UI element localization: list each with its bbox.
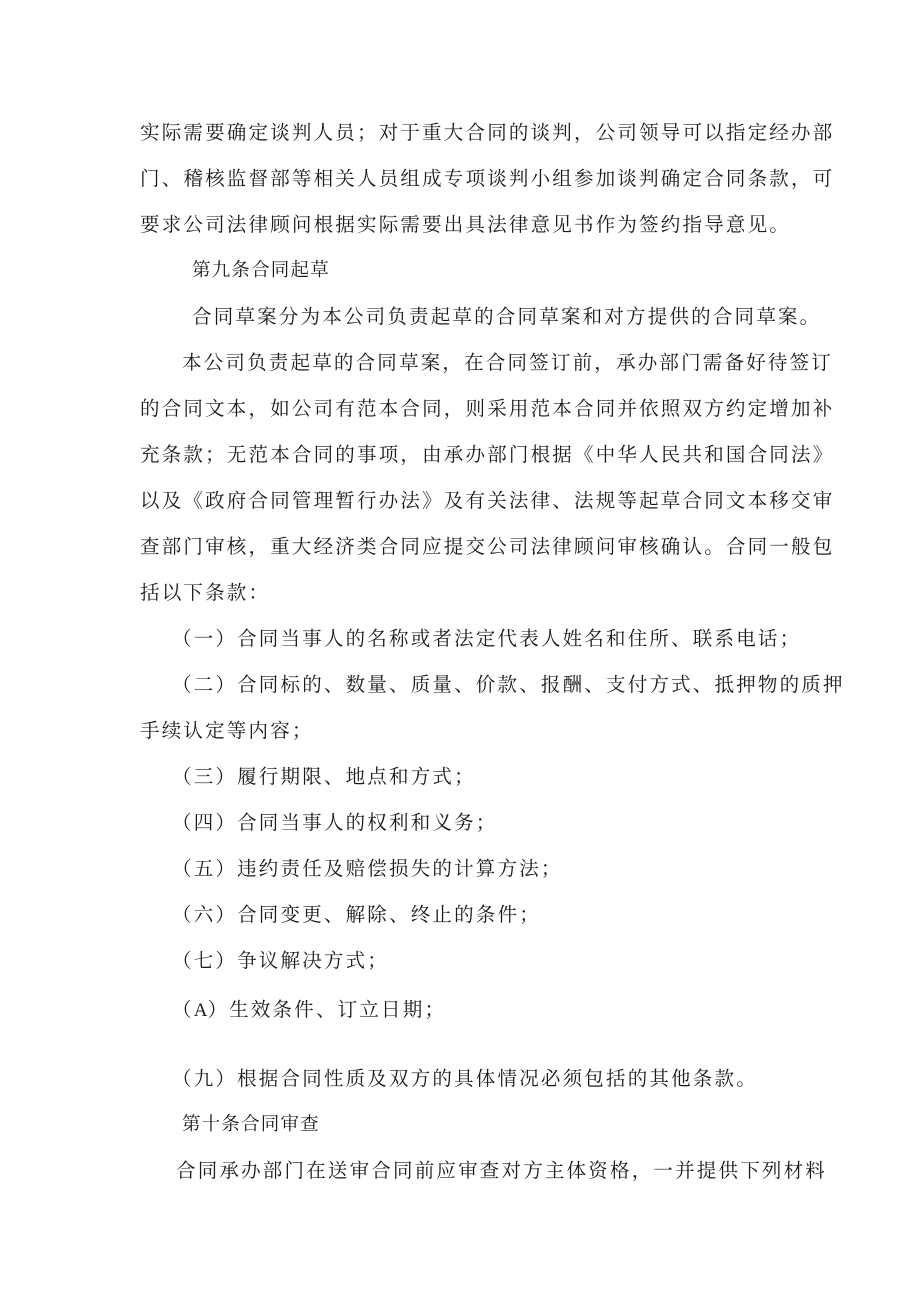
paragraph-line: 的合同文本，如公司有范本合同，则采用范本合同并依照双方约定增加补 [140, 397, 835, 420]
list-item: （一）合同当事人的名称或者法定代表人姓名和住所、联系电话； [172, 627, 802, 650]
paren-open: （ [172, 998, 194, 1021]
list-item-text: ）生效条件、订立日期； [207, 998, 447, 1021]
item-letter: A [193, 1000, 208, 1021]
paragraph-line: 合同承办部门在送审合同前应审查对方主体资格，一并提供下列材料 [176, 1159, 828, 1182]
list-item [172, 997, 832, 1024]
article-10-heading: 第十条合同审查 [182, 1114, 320, 1135]
paragraph-line: 充条款；无范本合同的事项，由承办部门根据《中华人民共和国合同法》 [140, 443, 835, 466]
list-item: （五）违约责任及赔偿损失的计算方法； [172, 857, 563, 880]
paragraph-line: 实际需要确定谈判人员；对于重大合同的谈判，公司领导可以指定经办部 [140, 121, 835, 144]
paragraph-line: 括以下条款： [140, 581, 271, 604]
list-item: （九）根据合同性质及双方的具体情况必须包括的其他条款。 [172, 1067, 758, 1090]
list-item: （四）合同当事人的权利和义务； [172, 811, 498, 834]
list-item-continuation: 手续认定等内容； [140, 719, 314, 742]
article-9-heading: 第九条合同起草 [192, 260, 330, 281]
paragraph-line: 本公司负责起草的合同草案，在合同签订前，承办部门需备好待签订 [182, 351, 834, 374]
paragraph-line: 以及《政府合同管理暂行办法》及有关法律、法规等起草合同文本移交审 [140, 489, 835, 512]
paragraph-line: 查部门审核，重大经济类合同应提交公司法律顾问审核确认。合同一般包 [140, 535, 835, 558]
list-item: （六）合同变更、解除、终止的条件； [172, 903, 541, 926]
list-item: （七）争议解决方式； [172, 949, 390, 972]
paragraph-line: 要求公司法律顾问根据实际需要出具法律意见书作为签约指导意见。 [140, 213, 792, 236]
paragraph-line: 合同草案分为本公司负责起草的合同草案和对方提供的合同草案。 [192, 305, 822, 328]
paragraph-line: 门、稽核监督部等相关人员组成专项谈判小组参加谈判确定合同条款，可 [140, 167, 835, 190]
list-item: （三）履行期限、地点和方式； [172, 765, 476, 788]
list-item: （二）合同标的、数量、质量、价款、报酬、支付方式、抵押物的质押 [172, 673, 845, 696]
